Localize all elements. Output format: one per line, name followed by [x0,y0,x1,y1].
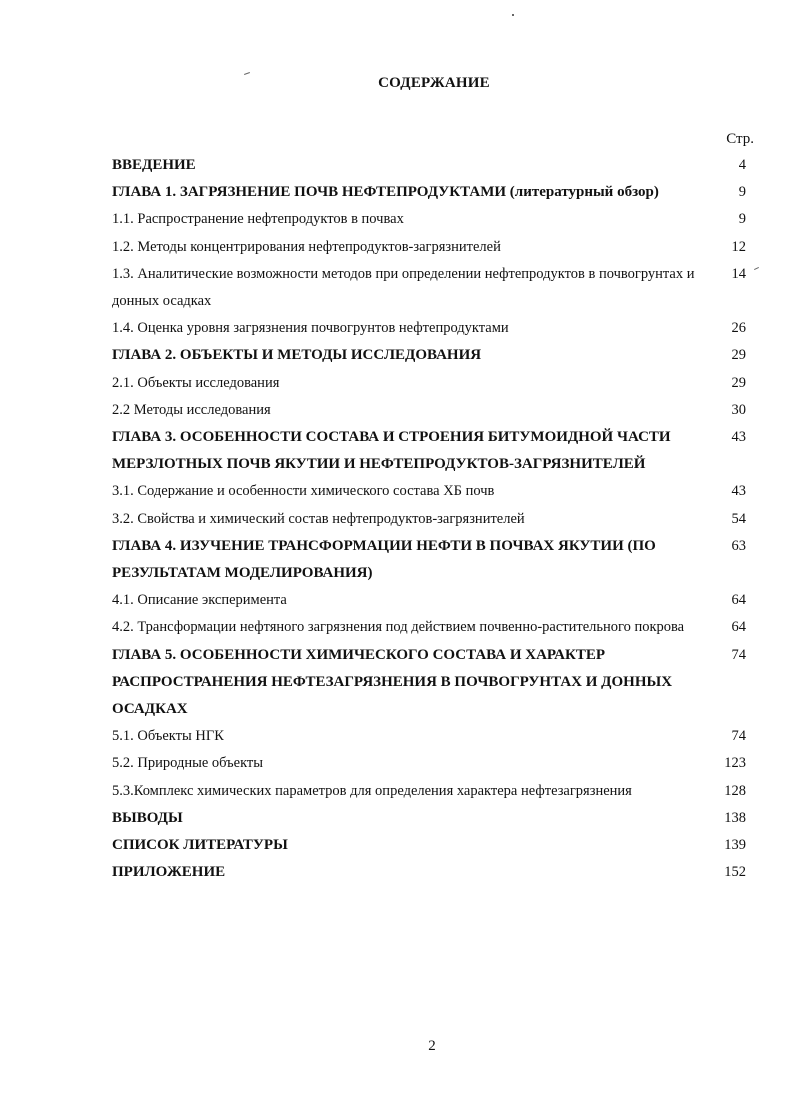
toc-entry-title: ВЫВОДЫ [112,809,183,826]
toc-section-row [112,206,752,233]
toc-entry-page: 54 [731,510,746,527]
toc-section-row [112,750,752,777]
toc-entry-title: ГЛАВА 4. ИЗУЧЕНИЕ ТРАНСФОРМАЦИИ НЕФТИ В ПОЧВАХ ЯКУТИИ (ПО РЕЗУЛЬТАТАМ МОДЕЛИРОВАНИЯ) [112,537,656,582]
toc-chapter-row [112,152,752,179]
scan-speck [512,14,514,16]
toc-entry-page: 139 [724,837,746,854]
toc-section-row [112,261,752,315]
toc-section-row [112,614,752,641]
toc-entry-title: 3.2. Свойства и химический состав нефтепродуктов-загрязнителей [112,510,525,527]
toc-entry-page: 64 [731,619,746,636]
toc-section-row [112,506,752,533]
toc-entry-page: 64 [731,592,746,609]
table-of-contents [112,152,752,886]
toc-entry-page: 30 [731,401,746,418]
toc-section-row [112,234,752,261]
toc-entry-title: 3.1. Содержание и особенности химического состава ХБ почв [112,483,495,500]
toc-chapter-row [112,533,752,587]
toc-entry-page: 128 [724,782,746,799]
toc-section-row [112,723,752,750]
toc-chapter-row [112,832,752,859]
page-title: СОДЕРЖАНИЕ [378,75,490,91]
toc-entry-title: 4.2. Трансформации нефтяного загрязнения под действием почвенно-растительного покрова [112,619,685,636]
toc-entry-page: 14 [731,265,746,282]
toc-entry-page: 74 [731,646,746,663]
toc-entry-title: ГЛАВА 1. ЗАГРЯЗНЕНИЕ ПОЧВ НЕФТЕПРОДУКТАМИ (литературный обзор) [112,184,659,201]
toc-entry-page: 29 [731,347,746,364]
toc-entry-page: 152 [724,864,746,881]
toc-section-row [112,315,752,342]
toc-entry-title: 1.4. Оценка уровня загрязнения почвогрунтов нефтепродуктами [112,320,509,337]
scan-speck [754,267,759,270]
toc-entry-title: 5.3.Комплекс химических параметров для определения характера нефтезагрязнения [112,782,632,799]
toc-entry-title: 4.1. Описание эксперимента [112,592,287,609]
toc-entry-page: 9 [738,184,746,201]
toc-section-row [112,778,752,805]
toc-chapter-row [112,805,752,832]
toc-entry-page: 43 [731,429,746,446]
toc-entry-page: 29 [731,374,746,391]
toc-entry-page: 9 [738,211,746,228]
toc-entry-page: 123 [724,755,746,772]
toc-entry-page: 26 [731,320,746,337]
toc-chapter-row [112,179,752,206]
toc-section-row [112,587,752,614]
toc-chapter-row [112,424,752,478]
toc-entry-page: 4 [738,157,746,173]
toc-entry-page: 74 [731,728,746,745]
toc-section-row [112,397,752,424]
toc-entry-title: 1.3. Аналитические возможности методов при определении нефтепродуктов в почвогрунтах и донных осадках [112,265,695,310]
toc-entry-page: 12 [731,238,746,255]
toc-entry-title: ГЛАВА 3. ОСОБЕННОСТИ СОСТАВА И СТРОЕНИЯ БИТУМОИДНОЙ ЧАСТИ МЕРЗЛОТНЫХ ПОЧВ ЯКУТИИ И НЕФТЕПРОДУКТОВ-ЗАГРЯЗНИТЕЛЕЙ [112,429,671,473]
toc-entry-title: СПИСОК ЛИТЕРАТУРЫ [112,837,288,854]
toc-entry-title: 5.2. Природные объекты [112,755,264,772]
toc-section-row [112,370,752,397]
toc-entry-title: 5.1. Объекты НГК [112,728,224,745]
toc-entry-title: 1.2. Методы концентрирования нефтепродуктов-загрязнителей [112,238,501,255]
toc-chapter-row [112,642,752,724]
toc-chapter-row [112,859,752,886]
toc-entry-title: ГЛАВА 2. ОБЪЕКТЫ И МЕТОДЫ ИССЛЕДОВАНИЯ [112,347,482,364]
toc-entry-page: 138 [724,809,746,826]
toc-section-row [112,478,752,505]
toc-entry-title: 1.1. Распространение нефтепродуктов в почвах [112,211,404,228]
toc-entry-title: 2.1. Объекты исследования [112,374,280,391]
toc-chapter-row [112,342,752,369]
toc-entry-page: 43 [731,483,746,500]
toc-entry-title: ПРИЛОЖЕНИЕ [112,864,226,881]
toc-entry-title: ГЛАВА 5. ОСОБЕННОСТИ ХИМИЧЕСКОГО СОСТАВА И ХАРАКТЕР РАСПРОСТРАНЕНИЯ НЕФТЕЗАГРЯЗНЕНИЯ В ПОЧВОГРУНТАХ И ДОННЫХ ОСАДКАХ [112,646,673,718]
page-number: 2 [428,1038,436,1054]
toc-entry-title: ВВЕДЕНИЕ [112,157,196,173]
toc-entry-title: 2.2 Методы исследования [112,401,271,418]
toc-entry-page: 63 [731,537,746,554]
page-column-label: Стр. [726,131,754,147]
